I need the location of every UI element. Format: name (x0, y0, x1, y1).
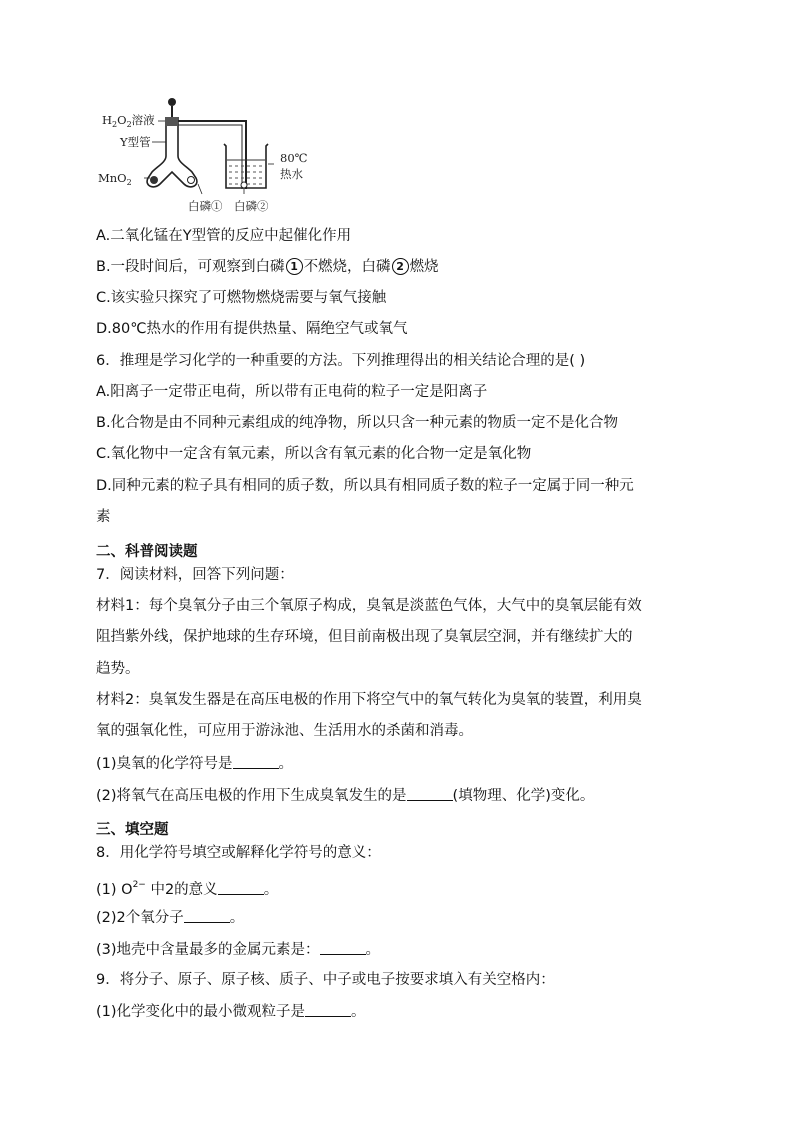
label-temperature: 80℃ (280, 151, 308, 165)
circled-number-2: 2 (392, 258, 409, 275)
q6-stem: 6．推理是学习化学的一种重要的方法。下列推理得出的相关结论合理的是( ) (96, 353, 586, 369)
q6-option-d-line1: D.同种元素的粒子具有相同的质子数，所以具有相同质子数的粒子一定属于同一种元 (96, 478, 634, 494)
white-phosphorus-1 (188, 177, 195, 184)
q7-material1-line2: 阻挡紫外线，保护地球的生存环境，但目前南极出现了臭氧层空洞，并有继续扩大的 (96, 629, 633, 645)
q5-option-b: B.一段时间后，可观察到白磷 1 不燃烧，白磷 2 燃烧 (96, 259, 439, 275)
label-hot-water: 热水 (280, 167, 303, 181)
answer-blank[interactable] (407, 786, 453, 801)
answer-blank[interactable] (184, 908, 230, 923)
q8-subquestion-1: (1) $O^{2-}$ 中2的意义 。 (96, 880, 279, 898)
answer-blank[interactable] (320, 940, 366, 955)
q5-option-c: C.该实验只探究了可燃物燃烧需要与氧气接触 (96, 290, 387, 306)
q8-subquestion-2: (2)2个氧分子 。 (96, 910, 245, 926)
q6-option-a: A.阳离子一定带正电荷，所以带有正电荷的粒子一定是阳离子 (96, 384, 488, 400)
q7-material1-line3: 趋势。 (96, 661, 140, 677)
q7-subquestion-1: (1)臭氧的化学符号是 。 (96, 756, 294, 772)
q7-material2-line1: 材料2：臭氧发生器是在高压电极的作用下将空气中的氧气转化为臭氧的装置，利用臭 (96, 692, 642, 708)
q5-option-d: D.80℃热水的作用有提供热量、隔绝空气或氧气 (96, 321, 408, 337)
q6-option-c: C.氧化物中一定含有氧元素，所以含有氧元素的化合物一定是氧化物 (96, 446, 532, 462)
section-title-science-reading: 二、科普阅读题 (96, 544, 198, 560)
q7-material1-line1: 材料1：每个臭氧分子由三个氧原子构成，臭氧是淡蓝色气体，大气中的臭氧层能有效 (96, 598, 642, 614)
circled-number-1: 1 (286, 258, 303, 275)
white-phosphorus-2 (241, 182, 247, 188)
q7-stem: 7．阅读材料，回答下列问题： (96, 567, 294, 583)
q5-option-a: A.二氧化锰在Y型管的反应中起催化作用 (96, 228, 352, 244)
q7-material2-line2: 氧的强氧化性，可应用于游泳池、生活用水的杀菌和消毒。 (96, 723, 473, 739)
section-title-fill-blanks: 三、填空题 (96, 822, 169, 838)
dropper-bulb (168, 98, 176, 106)
label-y-tube: Y型管 (120, 135, 151, 149)
experiment-apparatus-diagram (96, 94, 316, 216)
q9-stem: 9．将分子、原子、原子核、质子、中子或电子按要求填入有关空格内： (96, 972, 555, 988)
q8-stem: 8．用化学符号填空或解释化学符号的意义： (96, 845, 381, 861)
q6-option-b: B.化合物是由不同种元素组成的纯净物，所以只含一种元素的物质一定不是化合物 (96, 415, 619, 431)
q9-subquestion-1: (1)化学变化中的最小微观粒子是 。 (96, 1004, 366, 1020)
q6-option-d-line2: 素 (96, 509, 111, 525)
answer-blank[interactable] (218, 880, 264, 895)
label-phosphorus-2: 白磷② (234, 199, 269, 213)
q7-subquestion-2: (2)将氧气在高压电极的作用下生成臭氧发生的是 (填物理、化学)变化。 (96, 788, 595, 804)
label-h2o2-solution: $H_2O_2$溶液 (102, 113, 155, 129)
q8-subquestion-3: (3)地壳中含量最多的金属元素是： 。 (96, 942, 381, 958)
label-phosphorus-1: 白磷① (188, 199, 223, 213)
stopper (165, 117, 179, 126)
mno2-solid (150, 176, 158, 184)
answer-blank[interactable] (305, 1002, 351, 1017)
label-mno2: MnO$_2$ (98, 171, 132, 187)
answer-blank[interactable] (233, 754, 279, 769)
